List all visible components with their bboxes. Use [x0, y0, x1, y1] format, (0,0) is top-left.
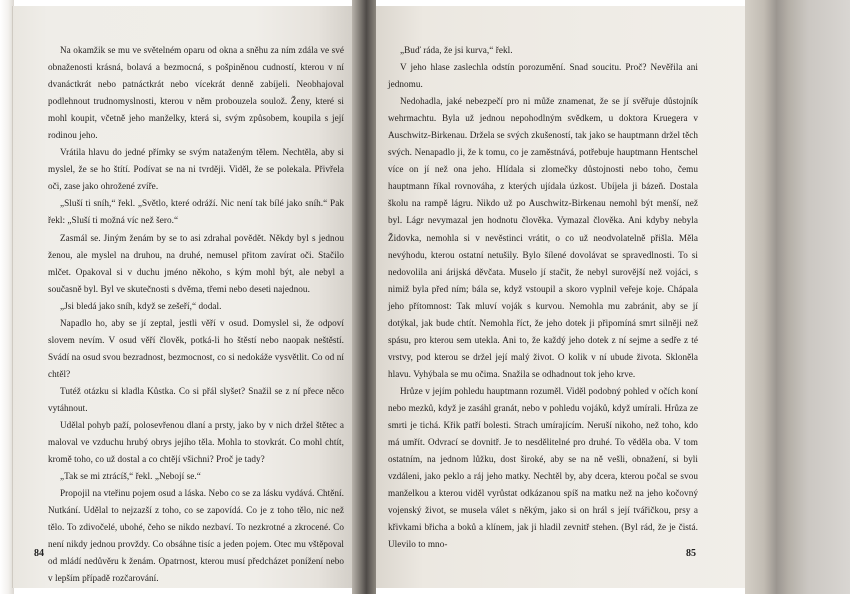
paragraph: Tutéž otázku si kladla Kůstka. Co si přál slyšet? Snažil se z ní přece něco vytáhnout. [48, 385, 344, 413]
paragraph: Vrátila hlavu do jedné přímky se svým nataženým tělem. Nechtěla, aby si myslel, že se ho štítí. Podívat se na ni tvrději. Viděl, že se polekala. Přivřela oči, zase jako ohrožené zvíře. [48, 147, 344, 192]
book-right-edge [745, 0, 850, 594]
paragraph: „Jsi bledá jako sníh, když se zešeří,“ dodal. [60, 300, 222, 311]
left-page-text [48, 42, 344, 588]
paragraph: V jeho hlase zaslechla odstín porozumění. Snad soucitu. Proč? Nevěřila ani jednomu. [388, 62, 698, 90]
paragraph: Udělal pohyb paží, polosevřenou dlaní a prsty, jako by v nich držel štětec a maloval ve vzduchu hrubý obrys jejího těla. Mohla to stovkrát. Co mohl chtít, kromě toho, co už dostal a co chtějí všichni? Proč je tady? [48, 420, 344, 465]
right-page-text [388, 42, 698, 553]
paragraph: Napadlo ho, aby se jí zeptal, jestli věří v osud. Domyslel si, že odpoví slovem nevím. V osud věří člověk, potká-li ho štěstí nebo naopak neštěstí. Svádí na osud svou bezradnost, bezmocnost, co si nedokáže vysvětlit. Co od ní chtěl? [48, 317, 344, 379]
paragraph: „Sluší ti sníh,“ řekl. „Světlo, které odráží. Nic není tak bílé jako sníh.“ Pak řekl: „Sluší ti možná víc než šero.“ [48, 198, 344, 226]
paragraph: Na okamžik se mu ve světelném oparu od okna a sněhu za ním zdála ve své obnaženosti krásná, bolavá a bezmocná, s pošpiněnou cudností, kterou v ní dvanáctkrát nebo patnáctkrát nebo vícekrát denně zabíjeli. Neobhajoval podlehnout trudnomyslnosti, kterou v něm probouzela soulož. Ženy, které si mohl koupit, včetně jeho manželky, která si, svým způsobem, koupila s její rodinou jeho. [48, 45, 344, 141]
paragraph: Zasmál se. Jiným ženám by se to asi zdrahal povědět. Někdy byl s jednou ženou, ale myslel na druhou, na druhé, nemusel přitom zavírat oči. Stačilo mlčet. Opakoval si v duchu jméno někoho, s kým mohl být, ale nebyl a současně byl. Byl ve skutečnosti s dvěma, třemi nebo deseti najednou. [48, 232, 344, 294]
paragraph: „Buď ráda, že jsi kurva,“ řekl. [400, 45, 513, 55]
left-page-number: 84 [34, 548, 44, 559]
paragraph: Nedohadla, jaké nebezpečí pro ni může znamenat, že se jí svěřuje důstojník wehrmachtu. Byla už jednou nepohodlným svědkem, u doktora Kruegera v Auschwitz-Birkenau. Držela se svých zkušeností, tak jako se hauptmann držel těch svých. Nenapadlo ji, že k tomu, co je zaměstnává, potřebuje hauptmann Hentschel více on jí než ona jeho. Hlídala si zlomečky důstojnosti nebo toho, čemu hauptmann říkal rovnováha, z kterých ujídala úzkost. Ubíjela ji bázeň. Dostala školu na rampě lágru. Nikdo už po Auschwitz-Birkenau nemohl být menší, než byl. Lágr nevymazal jen hodnotu člověka. Vymazal člověka. Ani kdyby nebyla Židovka, nemohla si v nevěstinci vrátit, o co už neodvolatelně přišla. Měla nevýhodu, kterou ostatní netušily. Bylo šílené dovolávat se spravedlnosti. To si nedovolila ani árijská děvčata. Muselo jí stačit, že nebyl surovější než vojáci, s nimiž byla před ním; bála se, když vstoupil a skoro vyplnil veřeje koje. Chápala jeho přítomnost: Tak mluví voják s kurvou. Nemohla mu zabránit, aby se jí dotýkal, jak bude chtít. Nemohla říct, že jeho dotek ji připomíná smrt silněji než spásu, pro kterou sem utekla. Ani to, že každý jeho dotek z ní sejme a sedře z té vrstvy, pod kterou se držel její malý život. O kolik v ní ubude života. Skloněla hlavu. Vyhýbala se mu očima. Snažila se odhadnout tok jeho krve. [388, 96, 698, 379]
book-gutter [352, 0, 376, 594]
paragraph: „Tak se mi ztrácíš,“ řekl. „Nebojí se.“ [60, 471, 201, 482]
paragraph: Propojil na vteřinu pojem osud a láska. Nebo co se za lásku vydává. Chtění. Nutkání. Udělal to nejzazší z toho, co se zapovídá. Co je z toho tělo, nic než tělo. To zdivočelé, ubohé, čeho se nikdo nezbaví. To nezkrotné a zkrocené. Co není nikdy jednou provždy. Co obsáhne tisíc a jeden pojem. Otec mu vštěpoval od mládí nedůvěru k ženám. Opatrnost, kterou musí předcházet ponížení nebo v lepším případě rozčarování. [48, 488, 344, 584]
right-page-number: 85 [686, 548, 696, 559]
paragraph: Hrůze v jejím pohledu hauptmann rozuměl. Viděl podobný pohled v očích koní nebo mezků, když je zasáhl granát, nebo v pohledu vojáků, když umírali. Hrůza ze smrti je tichá. Křik patří bolesti. Strach umírajícím. Neruší nikoho, než toho, kdo má umřít. Odvrací se dovnitř. Je to nesdělitelné pro druhé. To věděla oba. V tom ostatním, na jednom lůžku, dost široké, aby se na ně vešli, obnažení, si byli vzdáleni, jako peklo a ráj jeho matky. Nechtěl by, aby dcera, kterou počal se svou manželkou a kterou viděl vyrůstat odkázanou spíš na matku než na jeho kočovný vojenský život, se musela válet s někým, jako si on hrál s její tvářičkou, prsy a křivkami břicha a boků a klínem, jak ji hladil zevnitř stehen. (Byl rád, že je čistá. Ulevilo to mno- [388, 385, 698, 550]
